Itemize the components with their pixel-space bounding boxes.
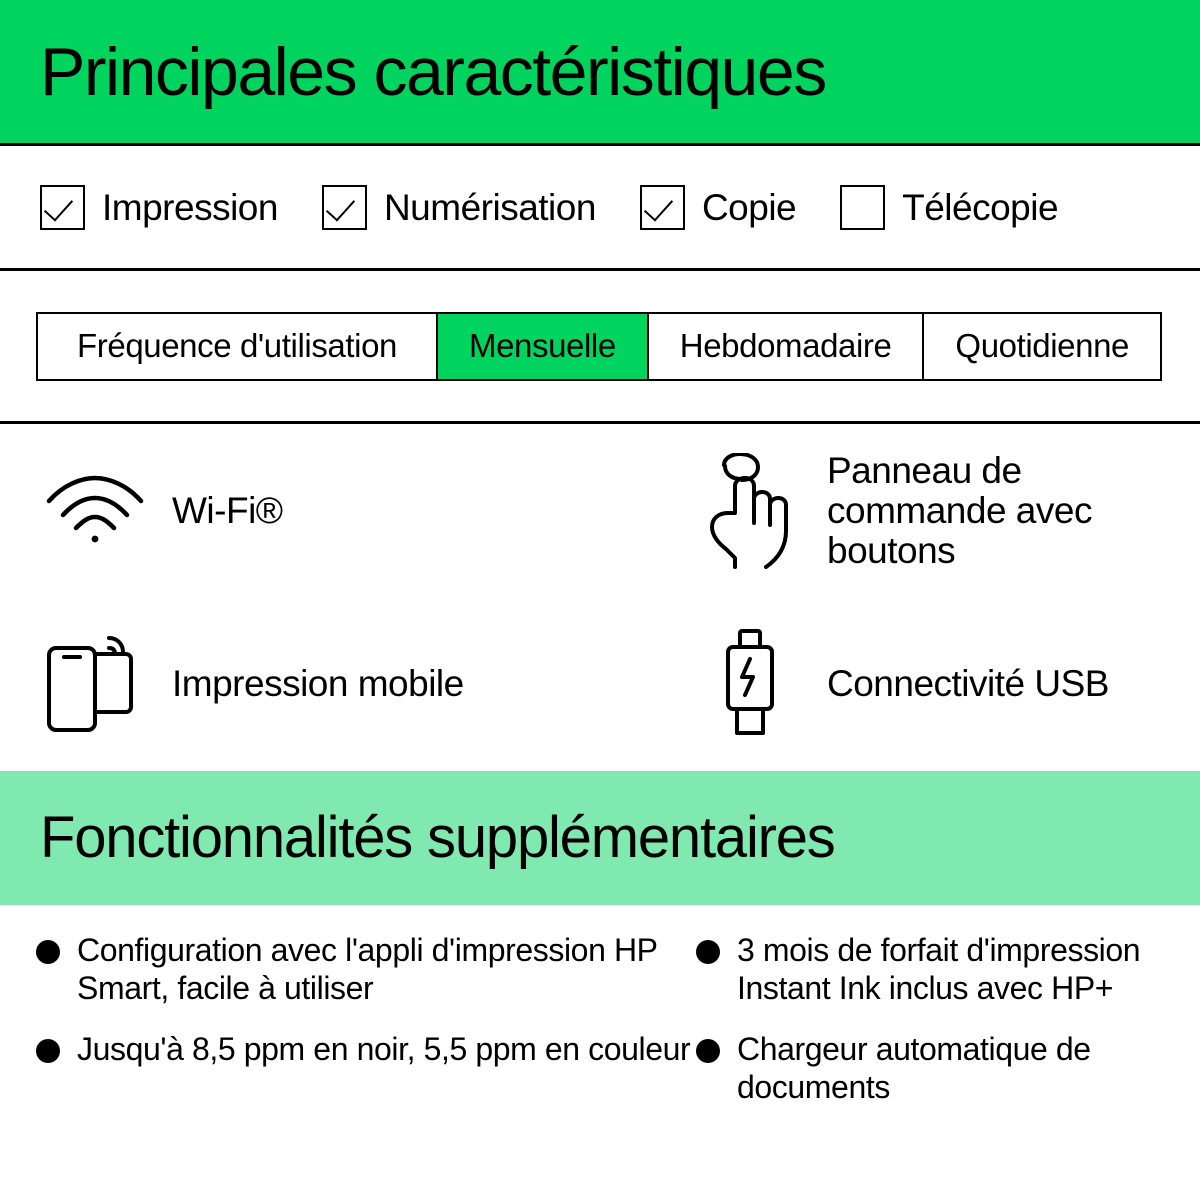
list-item-label: Configuration avec l'appli d'impression HP Smart, facile à utiliser <box>77 932 658 1007</box>
bullet-column-left <box>36 931 696 1200</box>
capability-label: Numérisation <box>383 186 596 228</box>
list-item <box>36 931 696 1008</box>
touch-control-panel-icon <box>695 453 805 569</box>
feature-label: Impression mobile <box>172 663 464 705</box>
bullet-dot-icon <box>696 940 720 964</box>
feature-mobile-printing <box>40 634 695 734</box>
list-item-label: Chargeur automatique de documents <box>737 1030 1091 1106</box>
feature-wifi <box>40 475 695 547</box>
capability-impression[interactable] <box>40 185 278 230</box>
bullet-dot-icon <box>36 940 60 964</box>
checkbox-numerisation[interactable] <box>322 185 367 230</box>
page-title: Principales caractéristiques <box>40 33 826 110</box>
list-item <box>696 1030 1200 1107</box>
capability-numerisation[interactable] <box>322 185 596 230</box>
list-item-label: Jusqu'à 8,5 ppm en noir, 5,5 ppm en couleur <box>77 1030 691 1067</box>
wifi-icon <box>40 475 150 547</box>
list-item <box>36 1030 696 1068</box>
bullet-dot-icon <box>696 1039 720 1063</box>
frequency-option-mensuelle[interactable]: Mensuelle <box>438 314 649 379</box>
header-band <box>0 0 1200 143</box>
capability-label: Impression <box>102 186 278 228</box>
checkbox-impression[interactable] <box>40 185 85 230</box>
frequency-option-quotidienne[interactable]: Quotidienne <box>955 327 1129 364</box>
frequency-option-hebdomadaire[interactable]: Hebdomadaire <box>649 314 925 379</box>
frequency-table <box>36 312 1162 381</box>
features-grid <box>0 424 1200 771</box>
checkbox-telecopie[interactable] <box>840 185 885 230</box>
capabilities-row <box>0 146 1200 268</box>
capability-label: Copie <box>701 186 797 228</box>
checkbox-copie[interactable] <box>640 185 685 230</box>
frequency-label: Fréquence d'utilisation <box>38 314 438 379</box>
capability-label: Télécopie <box>902 186 1059 228</box>
feature-control-panel <box>695 451 1200 571</box>
additional-features-list <box>0 905 1200 1200</box>
usb-icon <box>695 629 805 739</box>
capability-telecopie[interactable] <box>840 185 1058 230</box>
feature-usb <box>695 629 1200 739</box>
feature-label: Connectivité USB <box>827 663 1109 705</box>
mobile-printing-icon <box>40 634 150 734</box>
capability-copie[interactable] <box>640 185 796 230</box>
additional-features-title: Fonctionnalités supplémentaires <box>40 805 835 870</box>
feature-label: Panneau de commande avec boutons <box>827 449 1092 571</box>
list-item <box>696 931 1200 1008</box>
frequency-row <box>0 271 1200 421</box>
bullet-dot-icon <box>36 1039 60 1063</box>
bullet-column-right <box>696 931 1200 1200</box>
list-item-label: 3 mois de forfait d'impression Instant Ink inclus avec HP+ <box>737 932 1141 1007</box>
additional-features-band <box>0 771 1200 905</box>
feature-label: Wi-Fi® <box>172 489 283 531</box>
